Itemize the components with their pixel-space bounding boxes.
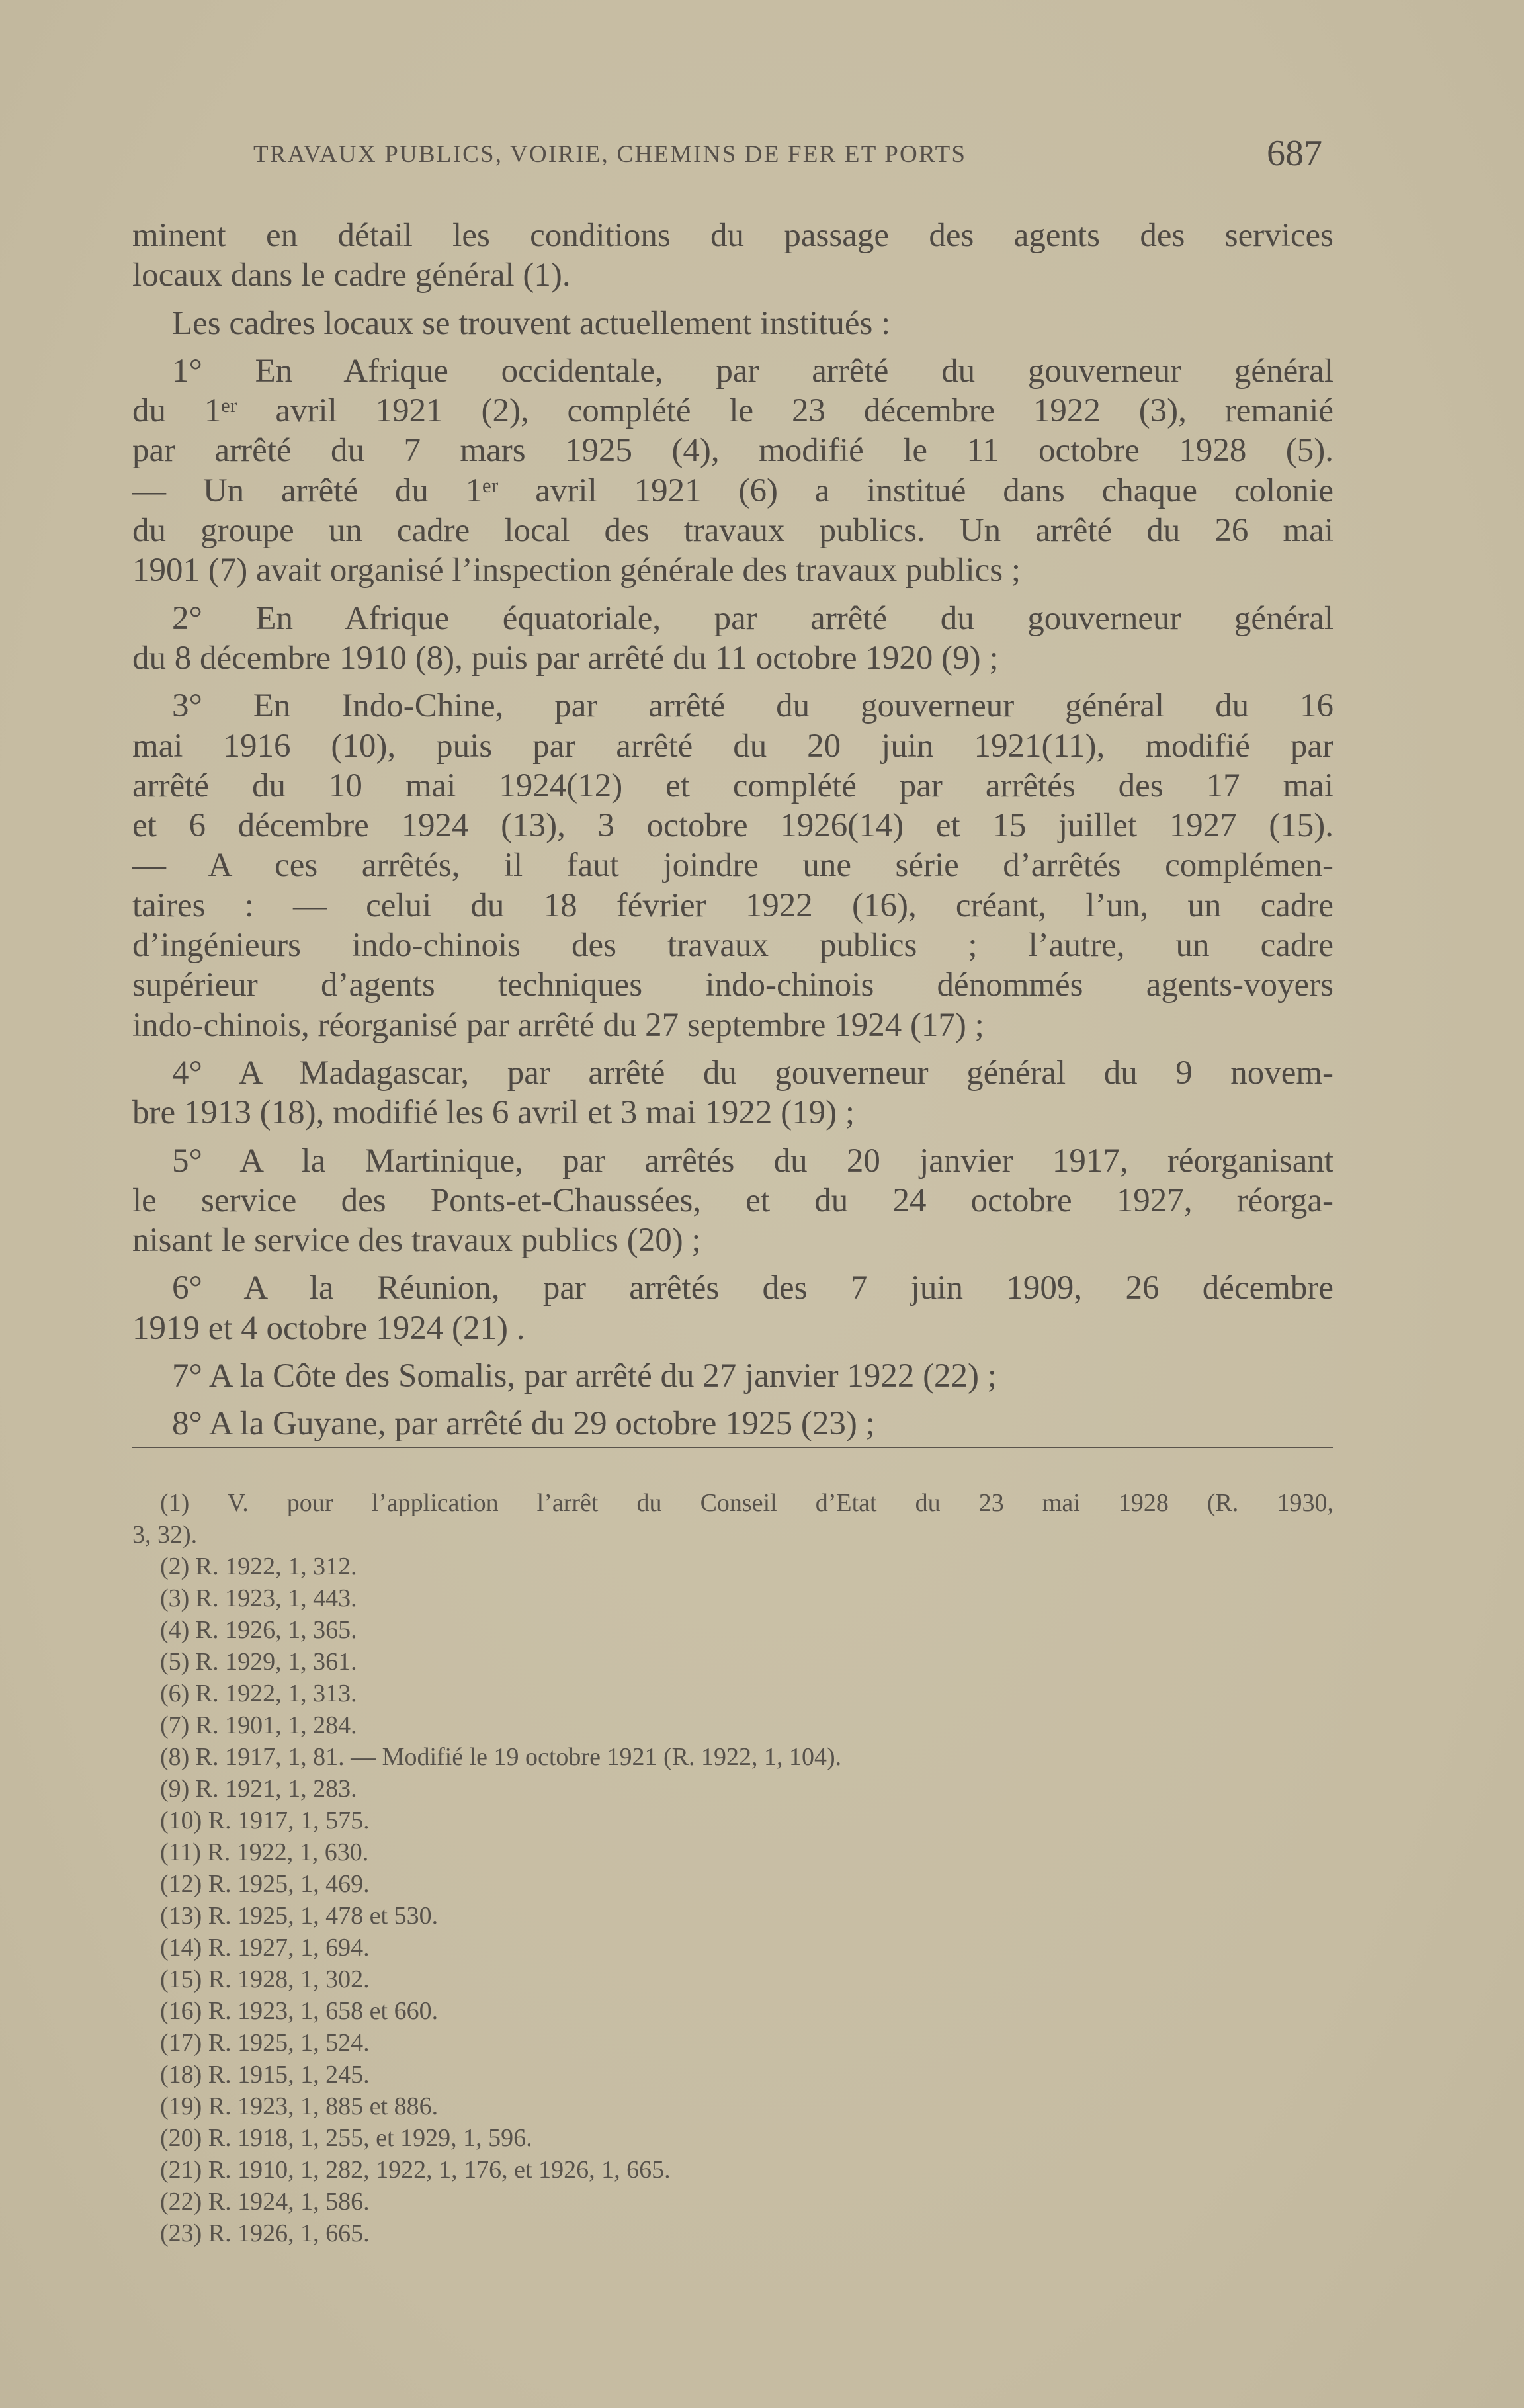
text-line: 1901 (7) avait organisé l’inspection générale des travaux publics ;: [132, 552, 1021, 589]
paragraph: [132, 1268, 1334, 1348]
text-line: 2° En Afrique équatoriale, par arrêté du gouverneur général: [172, 599, 1334, 637]
text-line: supérieur d’agents techniques indo-chinois dénommés agents-voyers: [132, 967, 1334, 1004]
footnote-line: (22) R. 1924, 1, 586.: [160, 2188, 370, 2215]
footnote-line: (19) R. 1923, 1, 885 et 886.: [160, 2092, 439, 2120]
paragraph: [132, 1404, 1334, 1443]
paragraph: [132, 1356, 1334, 1396]
page-number: 687: [1267, 133, 1322, 174]
footnote-line: (14) R. 1927, 1, 694.: [160, 1934, 370, 1961]
body-text: [132, 216, 1334, 1444]
footnote-line: (21) R. 1910, 1, 282, 1922, 1, 176, et 1926, 1, 665.: [160, 2156, 671, 2184]
running-header: TRAVAUX PUBLICS, VOIRIE, CHEMINS DE FER ET PORTS: [253, 141, 967, 168]
paragraph: [132, 599, 1334, 679]
footnote-line: (6) R. 1922, 1, 313.: [160, 1680, 357, 1707]
footnotes: [132, 1487, 1334, 2249]
text-line: — Un arrêté du 1ᵉʳ avril 1921 (6) a institué dans chaque colonie: [132, 472, 1334, 509]
text-line: nisant le service des travaux publics (20) ;: [132, 1222, 701, 1260]
text-line: 4° A Madagascar, par arrêté du gouverneur général du 9 novem-: [172, 1054, 1334, 1092]
footnote-line: (18) R. 1915, 1, 245.: [160, 2061, 370, 2088]
footnote-line: (10) R. 1917, 1, 575.: [160, 1807, 370, 1834]
text-line: locaux dans le cadre général (1).: [132, 257, 571, 294]
footnote-line: 3, 32).: [132, 1521, 198, 1549]
footnote-line: (15) R. 1928, 1, 302.: [160, 1965, 370, 1993]
text-line: par arrêté du 7 mars 1925 (4), modifié le 11 octobre 1928 (5).: [132, 432, 1334, 470]
text-line: — A ces arrêtés, il faut joindre une série d’arrêtés complémen-: [132, 847, 1334, 884]
text-line: le service des Ponts-et-Chaussées, et du 24 octobre 1927, réorga-: [132, 1182, 1334, 1219]
footnote-line: (17) R. 1925, 1, 524.: [160, 2029, 370, 2057]
footnote-line: (23) R. 1926, 1, 665.: [160, 2219, 370, 2247]
text-line: du 8 décembre 1910 (8), puis par arrêté du 11 octobre 1920 (9) ;: [132, 639, 999, 677]
footnote-separator: [132, 1447, 1334, 1448]
paragraph: [132, 351, 1334, 591]
paragraph: [132, 216, 1334, 296]
text-line: 8° A la Guyane, par arrêté du 29 octobre 1925 (23) ;: [172, 1405, 875, 1443]
text-line: Les cadres locaux se trouvent actuellement institués :: [172, 304, 891, 342]
footnote-line: (7) R. 1901, 1, 284.: [160, 1711, 357, 1739]
text-line: 5° A la Martinique, par arrêtés du 20 janvier 1917, réorganisant: [172, 1142, 1334, 1180]
footnote-line: (5) R. 1929, 1, 361.: [160, 1648, 357, 1676]
paragraph: [132, 1053, 1334, 1133]
text-line: du groupe un cadre local des travaux publics. Un arrêté du 26 mai: [132, 512, 1334, 550]
text-line: mai 1916 (10), puis par arrêté du 20 juin 1921(11), modifié par: [132, 727, 1334, 765]
text-line: taires : — celui du 18 février 1922 (16), créant, l’un, un cadre: [132, 886, 1334, 924]
paragraph: [132, 1141, 1334, 1261]
footnote-line: (12) R. 1925, 1, 469.: [160, 1870, 370, 1898]
footnote-line: (13) R. 1925, 1, 478 et 530.: [160, 1902, 439, 1930]
paragraph: [132, 686, 1334, 1045]
text-line: 7° A la Côte des Somalis, par arrêté du 27 janvier 1922 (22) ;: [172, 1357, 997, 1395]
footnote-line: (9) R. 1921, 1, 283.: [160, 1775, 357, 1803]
text-line: du 1ᵉʳ avril 1921 (2), complété le 23 décembre 1922 (3), remanié: [132, 392, 1334, 430]
text-line: 3° En Indo-Chine, par arrêté du gouverneur général du 16: [172, 687, 1334, 725]
text-line: 6° A la Réunion, par arrêtés des 7 juin 1909, 26 décembre: [172, 1269, 1334, 1307]
paragraph: [132, 304, 1334, 343]
text-line: d’ingénieurs indo-chinois des travaux publics ; l’autre, un cadre: [132, 927, 1334, 965]
footnote-line: (20) R. 1918, 1, 255, et 1929, 1, 596.: [160, 2124, 532, 2152]
text-line: indo-chinois, réorganisé par arrêté du 27 septembre 1924 (17) ;: [132, 1006, 984, 1044]
text-line: minent en détail les conditions du passage des agents des services: [132, 217, 1334, 254]
text-line: bre 1913 (18), modifié les 6 avril et 3 mai 1922 (19) ;: [132, 1094, 855, 1132]
text-line: 1919 et 4 octobre 1924 (21) .: [132, 1309, 525, 1347]
text-line: et 6 décembre 1924 (13), 3 octobre 1926(14) et 15 juillet 1927 (15).: [132, 807, 1334, 845]
footnote-line: (2) R. 1922, 1, 312.: [160, 1553, 357, 1580]
footnote-line: (3) R. 1923, 1, 443.: [160, 1584, 357, 1612]
footnote-line: (8) R. 1917, 1, 81. — Modifié le 19 octobre 1921 (R. 1922, 1, 104).: [160, 1743, 842, 1771]
footnote-line: (16) R. 1923, 1, 658 et 660.: [160, 1997, 439, 2025]
text-line: arrêté du 10 mai 1924(12) et complété par arrêtés des 17 mai: [132, 767, 1334, 804]
footnote-line: (4) R. 1926, 1, 365.: [160, 1616, 357, 1644]
footnote-line: (11) R. 1922, 1, 630.: [160, 1838, 369, 1866]
footnote-line: (1) V. pour l’application l’arrêt du Conseil d’Etat du 23 mai 1928 (R. 1930,: [160, 1489, 1334, 1517]
text-line: 1° En Afrique occidentale, par arrêté du gouverneur général: [172, 352, 1334, 390]
